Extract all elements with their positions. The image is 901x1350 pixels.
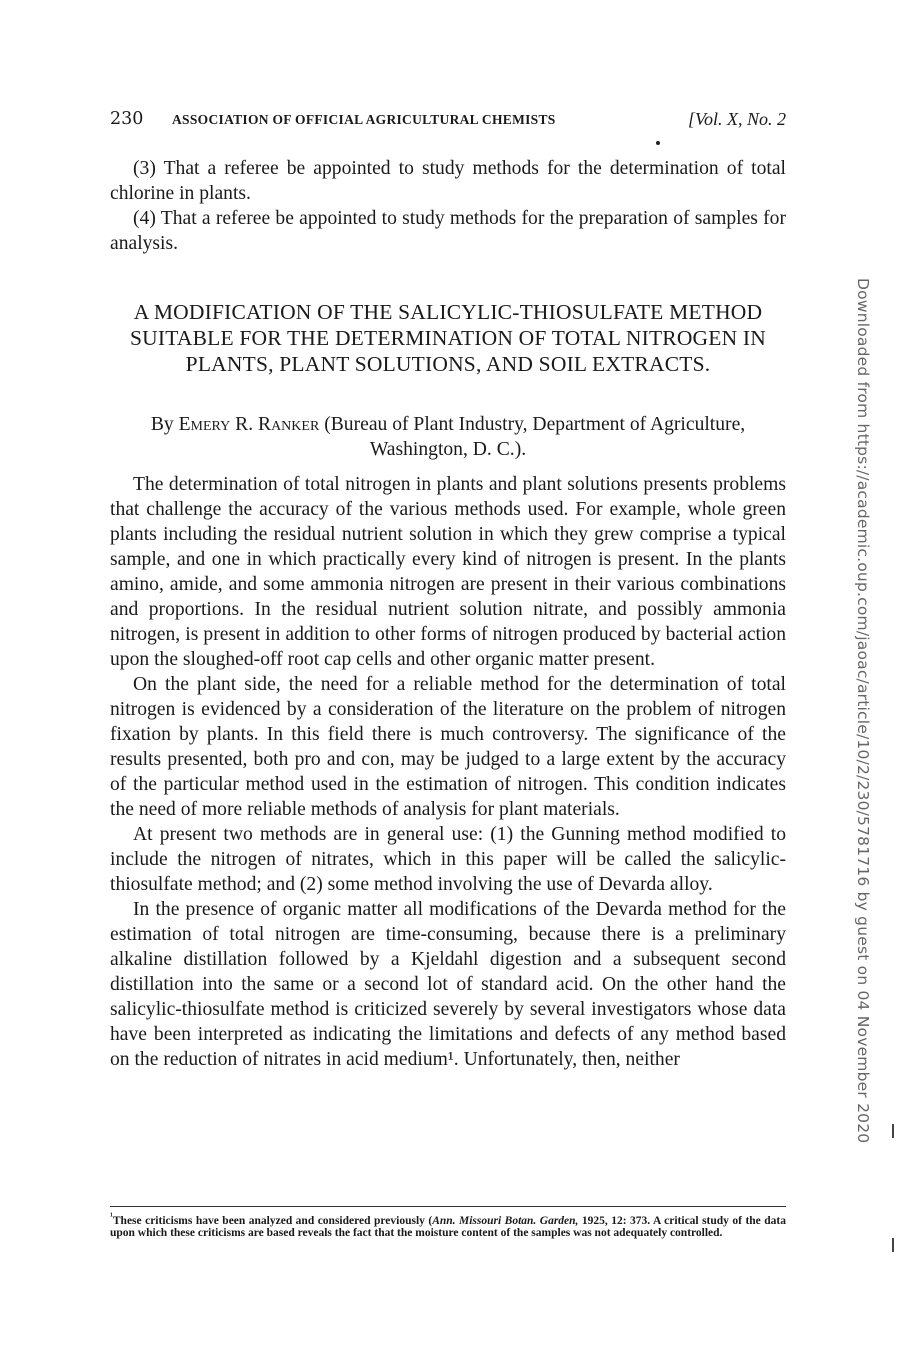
body-paragraph-3: At present two methods are in general use: (1) the Gunning method modified to include the nitrogen of nitrates, which in this paper will be called the salicylic-thiosulfate method; and (2) some method involving the use of Devarda alloy.: [110, 824, 786, 895]
footnote: [110, 1211, 786, 1240]
article-body: [110, 472, 786, 1072]
recommendation-3: (3) That a referee be appointed to study methods for the determination of total chlorine in plants.: [110, 158, 786, 204]
byline: [110, 412, 786, 462]
recommendations: [110, 156, 786, 256]
body-paragraph-2: On the plant side, the need for a reliable method for the determination of total nitrogen is evidenced by a consideration of the literature on the problem of nitrogen fixation by plants. In this field there is much controversy. The significance of the results presented, both pro and con, may be judged to a large extent by the accuracy of the particular method used in the estimation of nitrogen. This condition indicates the need of more reliable methods of analysis for plant materials.: [110, 674, 786, 820]
author-affiliation: (Bureau of Plant Industry, Department of Agriculture, Washington, D. C.).: [324, 414, 746, 460]
journal-name: ASSOCIATION OF OFFICIAL AGRICULTURAL CHEMISTS: [172, 112, 556, 127]
page-number: 230: [110, 109, 144, 129]
byline-prefix: By: [150, 414, 174, 435]
author-name: Emery R. Ranker: [178, 414, 320, 435]
stray-dot: [656, 141, 660, 145]
body-paragraph-4: In the presence of organic matter all modifications of the Devarda method for the estimation of total nitrogen are time-consuming, because there is a preliminary alkaline distillation followed by a Kjeldahl digestion and a subsequent second distillation into the same or a second lot of standard acid. On the other hand the salicylic-thiosulfate method is criticized severely by several investigators whose data have been interpreted as indicating the limitations and defects of any method based on the reduction of nitrates in acid medium¹. Unfortunately, then, neither: [110, 899, 786, 1070]
margin-mark: [892, 1124, 894, 1138]
recommendation-4: (4) That a referee be appointed to study methods for the preparation of samples for analysis.: [110, 208, 786, 254]
footnote-mark: ¹: [110, 1211, 113, 1222]
footnote-text-end: 1925, 12: 373. A critical study of the data upon which these criticisms are based reveals the fact that the moisture content of the samples was not adequately controlled.: [110, 1214, 786, 1240]
article-title: A MODIFICATION OF THE SALICYLIC-THIOSULFATE METHOD SUITABLE FOR THE DETERMINATION OF TOTAL NITROGEN IN PLANTS, PLANT SOLUTIONS, AND SOIL EXTRACTS.: [130, 300, 766, 376]
body-paragraph-1: The determination of total nitrogen in plants and plant solutions presents problems that challenge the accuracy of the various methods used. For example, whole green plants including the residual nutrient solution in which they grew comprise a typical sample, and one in which practically every kind of nitrogen is present. In the plants amino, amide, and some ammonia nitrogen are present in their various combinations and proportions. In the residual nutrient solution nitrate, and possibly ammonia nitrogen, is present in addition to other forms of nitrogen produced by bacterial action upon the sloughed-off root cap cells and other organic matter present.: [110, 474, 786, 670]
download-watermark: Downloaded from https://academic.oup.com/jaoac/article/10/2/230/5781716 by guest on 04 November 2020: [854, 278, 872, 1144]
volume-issue: [Vol. X, No. 2: [687, 109, 786, 129]
margin-mark: [892, 1238, 894, 1252]
running-head: [110, 106, 786, 132]
footnote-text-start: These criticisms have been analyzed and considered previously (: [112, 1214, 433, 1227]
footnote-citation: Ann. Missouri Botan. Garden,: [432, 1214, 579, 1227]
footnote-rule: [110, 1206, 786, 1207]
